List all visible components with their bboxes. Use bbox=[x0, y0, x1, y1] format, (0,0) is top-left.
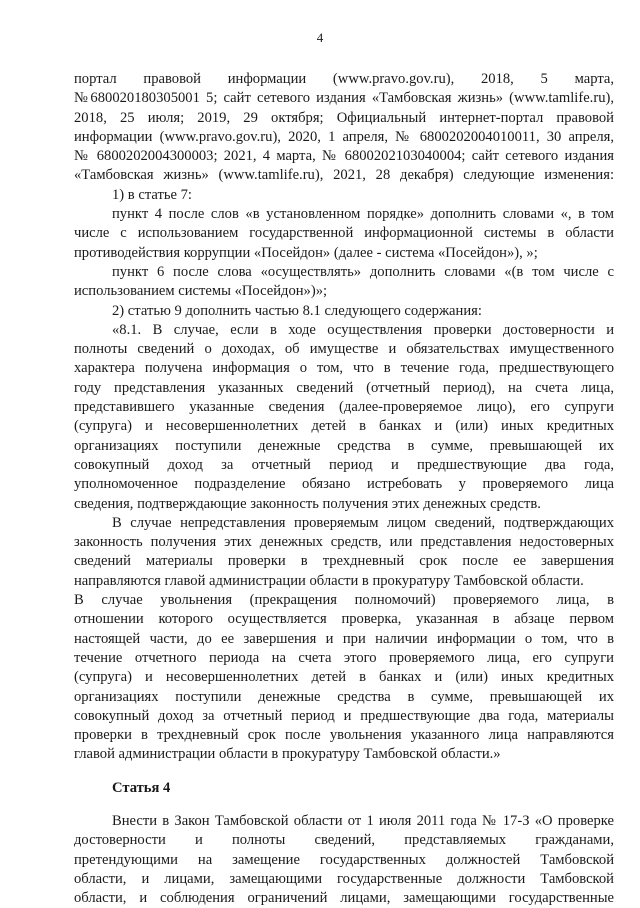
document-body bbox=[74, 70, 614, 908]
text-line: пункт 4 после слов «в установленном порядке» дополнить словами «, в том bbox=[112, 206, 614, 223]
text-line: информации (www.pravo.gov.ru), 2020, 1 апреля, № 6800202004010011, 30 апреля, bbox=[74, 128, 614, 145]
paragraph-point-4 bbox=[74, 205, 614, 263]
text-line: достоверности и полноты сведений, представляемых гражданами, bbox=[74, 832, 614, 849]
paragraph-dismissal bbox=[74, 591, 614, 765]
text-line: (супруга) и несовершеннолетних детей в банках и (или) иных кредитных bbox=[74, 418, 614, 435]
text-line: полноты сведений о доходах, об имуществе и обязательствах имущественного bbox=[74, 341, 614, 358]
text-line: (супруга) и несовершеннолетних детей в банках и (или) иных кредитных bbox=[74, 669, 614, 686]
item-1: 1) в статье 7: bbox=[112, 186, 192, 203]
text-line: «Тамбовская жизнь» (www.tamlife.ru), 2021, 28 декабря) следующие изменения: bbox=[74, 167, 614, 184]
text-line: совокупный доход за отчетный период и предшествующие два года, bbox=[74, 456, 614, 473]
page-number: 4 bbox=[316, 30, 324, 45]
item-2: 2) статью 9 дополнить частью 8.1 следующего содержания: bbox=[112, 302, 482, 319]
text-line: организациях поступили денежные средства в сумме, превышающей их bbox=[74, 437, 614, 454]
text-line: главой администрации области в прокуратуру Тамбовской области.» bbox=[74, 746, 501, 763]
text-line: законность получения этих денежных средств, или представления недостоверных bbox=[74, 534, 614, 551]
paragraph-intro bbox=[74, 70, 614, 186]
text-line: году представления указанных сведений (отчетный период), на счета лица, bbox=[74, 379, 614, 396]
text-line: В случае непредставления проверяемым лицом сведений, подтверждающих bbox=[112, 514, 614, 531]
text-line: проверки в трехдневный срок после увольнения указанного лица направляются bbox=[74, 727, 614, 744]
text-line: совокупный доход за отчетный период и предшествующие два года, материалы bbox=[74, 707, 614, 724]
text-line: претендующими на замещение государственных должностей Тамбовской bbox=[74, 851, 614, 868]
text-line: течение отчетного периода на счета этого проверяемого лица, его супруги bbox=[74, 649, 614, 666]
text-line: уполномоченное подразделение обязано истребовать у проверяемого лица bbox=[74, 476, 614, 493]
article-heading: Статья 4 bbox=[112, 779, 171, 796]
text-line: направляются главой администрации области в прокуратуру Тамбовской области. bbox=[74, 572, 584, 589]
text-line: сведения, подтверждающие законность получения этих денежных средств. bbox=[74, 495, 541, 512]
text-line: № 6800202004300003; 2021, 4 марта, № 6800202103040004; сайт сетевого издания bbox=[74, 148, 614, 165]
paragraph-nonsubmission bbox=[74, 514, 614, 591]
text-line: пункт 6 после слова «осуществлять» дополнить словами «(в том числе с bbox=[112, 263, 614, 280]
text-line: организациях поступили денежные средства в сумме, превышающей их bbox=[74, 688, 614, 705]
text-line: области, и соблюдения ограничений лицами, замещающими государственные bbox=[74, 890, 614, 907]
paragraph-8-1 bbox=[74, 321, 614, 514]
text-line: Внести в Закон Тамбовской области от 1 июля 2011 года № 17-З «О проверке bbox=[112, 812, 614, 829]
text-line: числе с использованием государственной информационной системы в области bbox=[74, 225, 614, 242]
text-line: противодействия коррупции «Посейдон» (далее - система «Посейдон»), »; bbox=[74, 244, 538, 261]
paragraph-article-4 bbox=[74, 812, 614, 908]
text-line: представившего указанные сведения (далее-проверяемое лицо), его супруги bbox=[74, 399, 614, 416]
text-line: портал правовой информации (www.pravo.gov.ru), 2018, 5 марта, bbox=[74, 71, 614, 87]
text-line: №680020180305001 5; сайт сетевого издания «Тамбовская жизнь» (www.tamlife.ru), bbox=[74, 90, 614, 107]
text-line: сведений материалы проверки в трехдневный срок после ее завершения bbox=[74, 553, 614, 570]
text-line: использованием системы «Посейдон»)»; bbox=[74, 283, 328, 300]
text-line: отношении которого осуществляется проверка, указанная в абзаце первом bbox=[74, 611, 614, 628]
text-line: 2018, 25 июля; 2019, 29 октября; Официальный интернет-портал правовой bbox=[74, 109, 614, 126]
paragraph-point-6 bbox=[74, 263, 614, 302]
text-line: В случае увольнения (прекращения полномочий) проверяемого лица, в bbox=[74, 592, 614, 609]
text-line: характера получена информация о том, что в течение года, предшествующего bbox=[74, 360, 614, 377]
text-line: «8.1. В случае, если в ходе осуществления проверки достоверности и bbox=[112, 321, 614, 338]
text-line: настоящей части, до ее завершения и при наличии информации о том, что в bbox=[74, 630, 614, 647]
text-line: области, и лицами, замещающими государственные должности Тамбовской bbox=[74, 870, 614, 887]
